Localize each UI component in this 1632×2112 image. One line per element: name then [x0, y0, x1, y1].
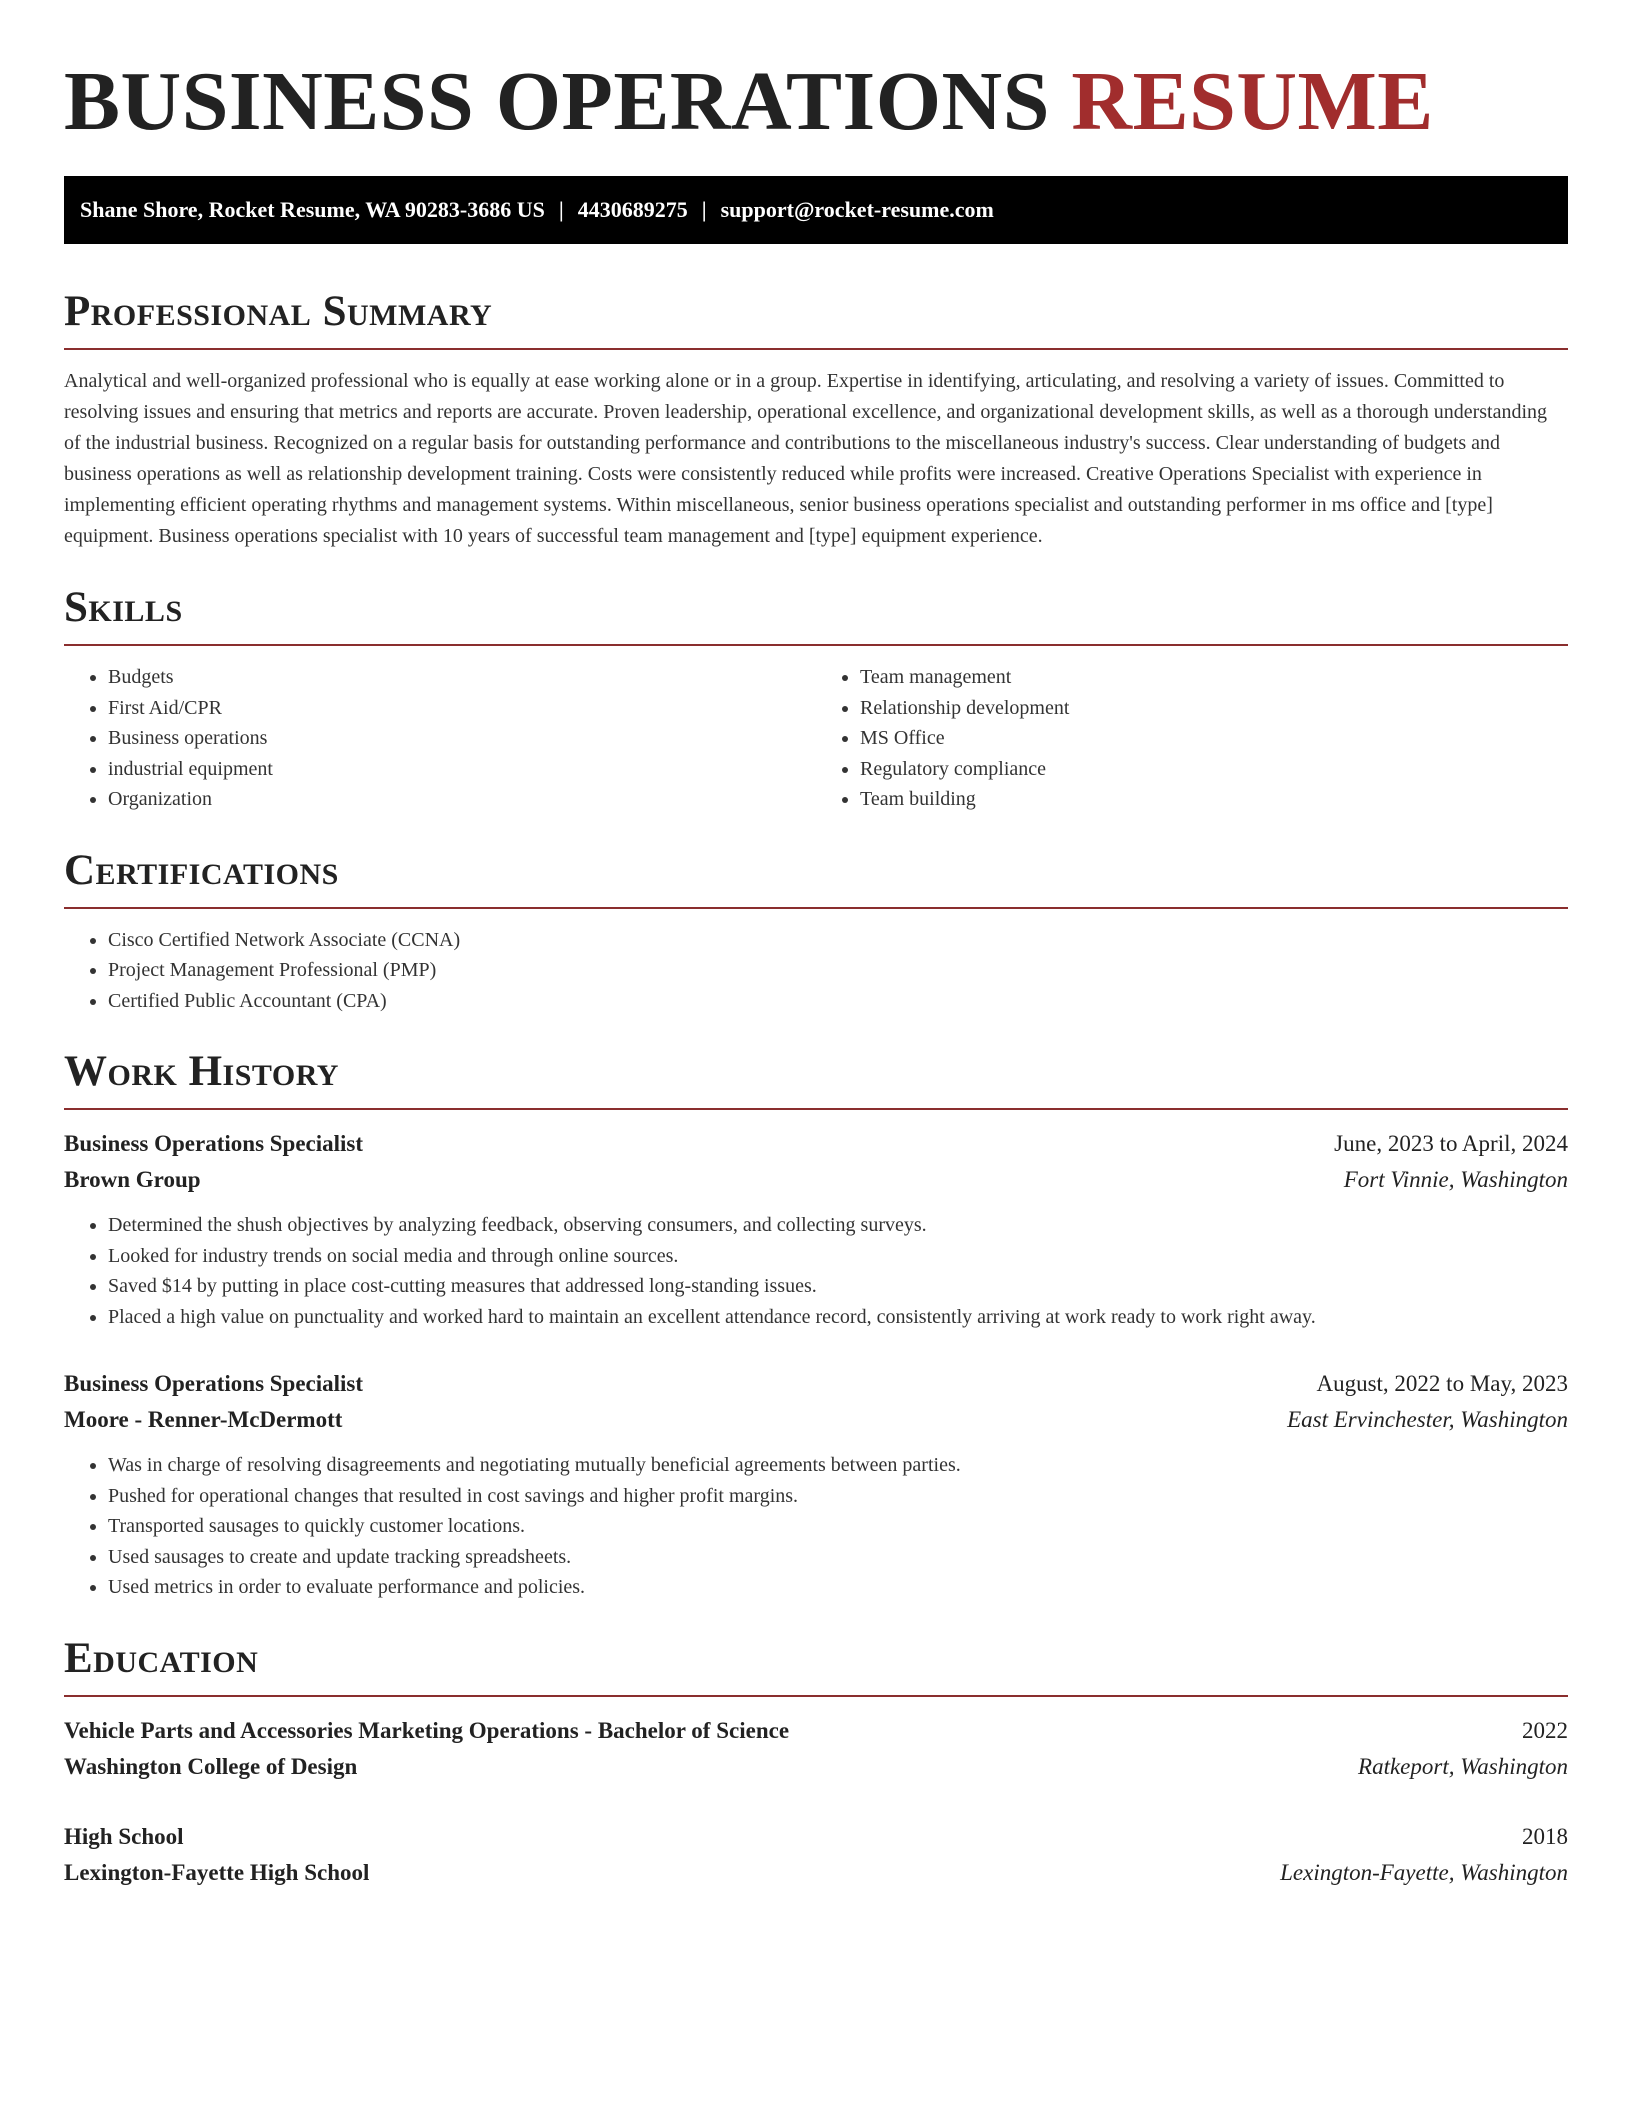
education-school-row: [64, 1855, 1568, 1891]
job-dates: June, 2023 to April, 2024: [1334, 1131, 1568, 1156]
resume-title: [64, 52, 1568, 152]
job-bullet: • Pushed for operational changes that resulted in cost savings and higher profit margins.: [108, 1481, 1568, 1512]
title-accent: RESUME: [1071, 55, 1434, 148]
title-main: BUSINESS OPERATIONS: [64, 55, 1050, 148]
education-degree: Vehicle Parts and Accessories Marketing Operations - Bachelor of Science: [64, 1717, 790, 1743]
job-bullet: • Transported sausages to quickly customer locations.: [108, 1511, 1568, 1542]
education-degree: High School: [64, 1823, 184, 1849]
certifications-list: [64, 925, 1568, 1017]
certifications-heading: Certifications: [64, 846, 339, 894]
job-entry: [64, 1366, 1568, 1603]
job-role: Business Operations Specialist: [64, 1371, 364, 1396]
work-history-section: [64, 1048, 1568, 1603]
education-degree-row: [64, 1819, 1568, 1855]
skill-item: • industrial equipment: [108, 754, 816, 785]
skills-section: [64, 584, 1568, 815]
section-divider: [64, 644, 1568, 646]
section-divider: [64, 1695, 1568, 1697]
education-entry: [64, 1819, 1568, 1891]
section-divider: [64, 1108, 1568, 1110]
education-school: Lexington-Fayette High School: [64, 1859, 370, 1885]
education-degree-row: [64, 1713, 1568, 1749]
education-year: 2018: [1522, 1823, 1568, 1849]
job-company: Moore - Renner-McDermott: [64, 1407, 343, 1432]
job-dates: August, 2022 to May, 2023: [1316, 1371, 1568, 1396]
contact-address: Shane Shore, Rocket Resume, WA 90283-3686 US: [80, 197, 545, 222]
resume-page: [64, 0, 1568, 1891]
job-header-row: [64, 1126, 1568, 1162]
skill-item: • First Aid/CPR: [108, 693, 816, 724]
job-company: Brown Group: [64, 1167, 201, 1192]
job-bullet: • Used sausages to create and update tracking spreadsheets.: [108, 1542, 1568, 1573]
education-entry: [64, 1713, 1568, 1785]
education-school-row: [64, 1749, 1568, 1785]
work-history-heading: Work History: [64, 1048, 339, 1095]
job-company-row: [64, 1162, 1568, 1198]
job-bullet: • Was in charge of resolving disagreements and negotiating mutually beneficial agreements between parties.: [108, 1450, 1568, 1481]
contact-separator: |: [558, 197, 564, 222]
section-divider: [64, 348, 1568, 350]
summary-heading: Professional Summary: [64, 288, 493, 335]
job-bullet: • Saved $14 by putting in place cost-cutting measures that addressed long-standing issues.: [108, 1271, 1568, 1302]
contact-email: support@rocket-resume.com: [720, 197, 994, 222]
contact-bar: [64, 176, 1568, 244]
summary-section: [64, 288, 1568, 552]
job-bullet: • Determined the shush objectives by analyzing feedback, observing consumers, and collecting surveys.: [108, 1210, 1568, 1241]
contact-separator: |: [701, 197, 707, 222]
section-divider: [64, 907, 1568, 909]
contact-phone: 4430689275: [577, 197, 688, 222]
job-bullets: [64, 1210, 1568, 1332]
certifications-section: [64, 847, 1568, 1017]
education-heading: Education: [64, 1634, 259, 1682]
skill-item: • Relationship development: [860, 693, 1568, 724]
skill-item: • Team management: [860, 662, 1568, 693]
education-year: 2022: [1522, 1717, 1568, 1743]
job-entry: [64, 1126, 1568, 1332]
job-location: Fort Vinnie, Washington: [1343, 1167, 1568, 1192]
education-location: Lexington-Fayette, Washington: [1280, 1859, 1568, 1885]
job-role: Business Operations Specialist: [64, 1131, 364, 1156]
skill-item: • Regulatory compliance: [860, 754, 1568, 785]
job-bullet: • Placed a high value on punctuality and worked hard to maintain an excellent attendance record, consistently arriving at work ready to work right away.: [108, 1302, 1568, 1333]
skill-item: • Budgets: [108, 662, 816, 693]
certification-item: • Certified Public Accountant (CPA): [108, 986, 1568, 1017]
certification-item: • Cisco Certified Network Associate (CCNA): [108, 925, 1568, 956]
job-bullet: • Looked for industry trends on social media and through online sources.: [108, 1241, 1568, 1272]
education-location: Ratkeport, Washington: [1358, 1753, 1568, 1779]
skills-list-left: [64, 662, 816, 815]
skill-item: • Team building: [860, 784, 1568, 815]
job-bullets: [64, 1450, 1568, 1603]
job-header-row: [64, 1366, 1568, 1402]
skill-item: • MS Office: [860, 723, 1568, 754]
skills-list-right: [816, 662, 1568, 815]
certification-item: • Project Management Professional (PMP): [108, 955, 1568, 986]
skills-heading: Skills: [64, 584, 183, 631]
job-company-row: [64, 1402, 1568, 1438]
skill-item: • Business operations: [108, 723, 816, 754]
education-school: Washington College of Design: [64, 1753, 358, 1779]
skill-item: • Organization: [108, 784, 816, 815]
education-section: [64, 1635, 1568, 1891]
job-location: East Ervinchester, Washington: [1287, 1407, 1568, 1432]
skills-columns: [64, 662, 1568, 815]
job-bullet: • Used metrics in order to evaluate performance and policies.: [108, 1572, 1568, 1603]
summary-text: Analytical and well-organized professional who is equally at ease working alone or in a group. Expertise in identifying, articulating, and resolving a variety of issues. Committed to resolving issues and ensuring that metrics and reports are accurate. Proven leadership, operational excellence, and organizational development skills, as well as a thorough understanding of the industrial business. Recognized on a regular basis for outstanding performance and contributions to the miscellaneous industry's success. Clear understanding of budgets and business operations as well as relationship development training. Costs were consistently reduced while profits were increased. Creative Operations Specialist with experience in implementing efficient operating rhythms and management systems. Within miscellaneous, senior business operations specialist and outstanding performer in ms office and [type] equipment. Business operations specialist with 10 years of successful team management and [type] equipment experience.: [64, 370, 1548, 547]
